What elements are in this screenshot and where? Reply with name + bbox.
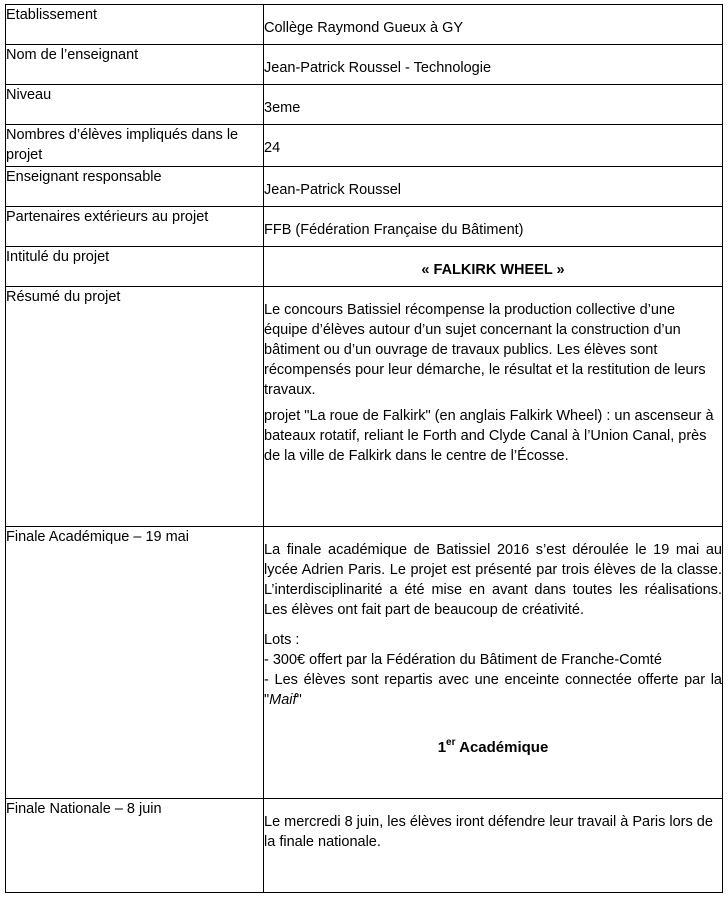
table-row bbox=[6, 5, 723, 45]
label-finale-academique: Finale Académique – 19 mai bbox=[6, 527, 264, 799]
resume-paragraph-2: projet "La roue de Falkirk" (en anglais Falkirk Wheel) : un ascenseur à bateaux rotatif, reliant le Forth and Clyde Canal à l’Union Canal, près de la ville de Falkirk dans le centre de l’Écosse. bbox=[264, 408, 714, 464]
lot-item-2-brand: Maif bbox=[269, 692, 297, 708]
label-niveau: Niveau bbox=[6, 85, 264, 125]
table-row bbox=[6, 247, 723, 287]
table-row bbox=[6, 167, 723, 207]
finale-nationale-paragraph: Le mercredi 8 juin, les élèves iront défendre leur travail à Paris lors de la finale nationale. bbox=[264, 814, 713, 850]
lot-item-2-suffix: " bbox=[296, 692, 302, 708]
value-etablissement: Collège Raymond Gueux à GY bbox=[264, 5, 723, 45]
label-eleves: Nombres d’élèves impliqués dans le projet bbox=[6, 125, 264, 167]
prize-award bbox=[264, 734, 722, 758]
resume-paragraph-1: Le concours Batissiel récompense la production collective d’une équipe d’élèves autour d’un sujet concernant la construction d’un bâtiment ou d’un ouvrage de travaux publics. Les élèves sont récompensés pour leur démarche, le résultat et la restitution de leurs travaux. bbox=[264, 302, 706, 398]
value-eleves: 24 bbox=[264, 125, 723, 167]
label-enseignant: Nom de l’enseignant bbox=[6, 45, 264, 85]
value-enseignant: Jean-Patrick Roussel - Technologie bbox=[264, 45, 723, 85]
label-etablissement: Etablissement bbox=[6, 5, 264, 45]
value-partenaires: FFB (Fédération Française du Bâtiment) bbox=[264, 207, 723, 247]
label-intitule: Intitulé du projet bbox=[6, 247, 264, 287]
prize-rank-suffix: er bbox=[446, 737, 456, 748]
table-row bbox=[6, 85, 723, 125]
lot-item-2-prefix: - Les élèves sont repartis avec une enceinte connectée offerte par la " bbox=[264, 672, 722, 708]
table-row bbox=[6, 125, 723, 167]
table-row bbox=[6, 799, 723, 893]
lot-item-2 bbox=[264, 670, 722, 710]
value-resume bbox=[264, 287, 723, 527]
label-finale-nationale: Finale Nationale – 8 juin bbox=[6, 799, 264, 893]
lots-title: Lots : bbox=[264, 632, 300, 648]
value-finale-academique bbox=[264, 527, 723, 799]
label-partenaires: Partenaires extérieurs au projet bbox=[6, 207, 264, 247]
label-responsable: Enseignant responsable bbox=[6, 167, 264, 207]
table-row bbox=[6, 45, 723, 85]
finale-academique-paragraph: La finale académique de Batissiel 2016 s’est déroulée le 19 mai au lycée Adrien Paris. Le projet est présenté par trois élèves de la classe. L’interdisciplinarité a été mise en avant dans toutes les réalisations. Les élèves ont fait part de beaucoup de créativité. bbox=[264, 542, 722, 618]
table-row bbox=[6, 207, 723, 247]
value-intitule: « FALKIRK WHEEL » bbox=[264, 247, 723, 287]
table-row bbox=[6, 527, 723, 799]
prize-text: Académique bbox=[459, 739, 549, 756]
value-niveau: 3eme bbox=[264, 85, 723, 125]
value-responsable: Jean-Patrick Roussel bbox=[264, 167, 723, 207]
label-resume: Résumé du projet bbox=[6, 287, 264, 527]
prize-rank: 1 bbox=[437, 739, 447, 756]
lot-item-1: - 300€ offert par la Fédération du Bâtiment de Franche-Comté bbox=[264, 652, 662, 668]
value-finale-nationale bbox=[264, 799, 723, 893]
project-info-table bbox=[5, 4, 723, 893]
table-row bbox=[6, 287, 723, 527]
